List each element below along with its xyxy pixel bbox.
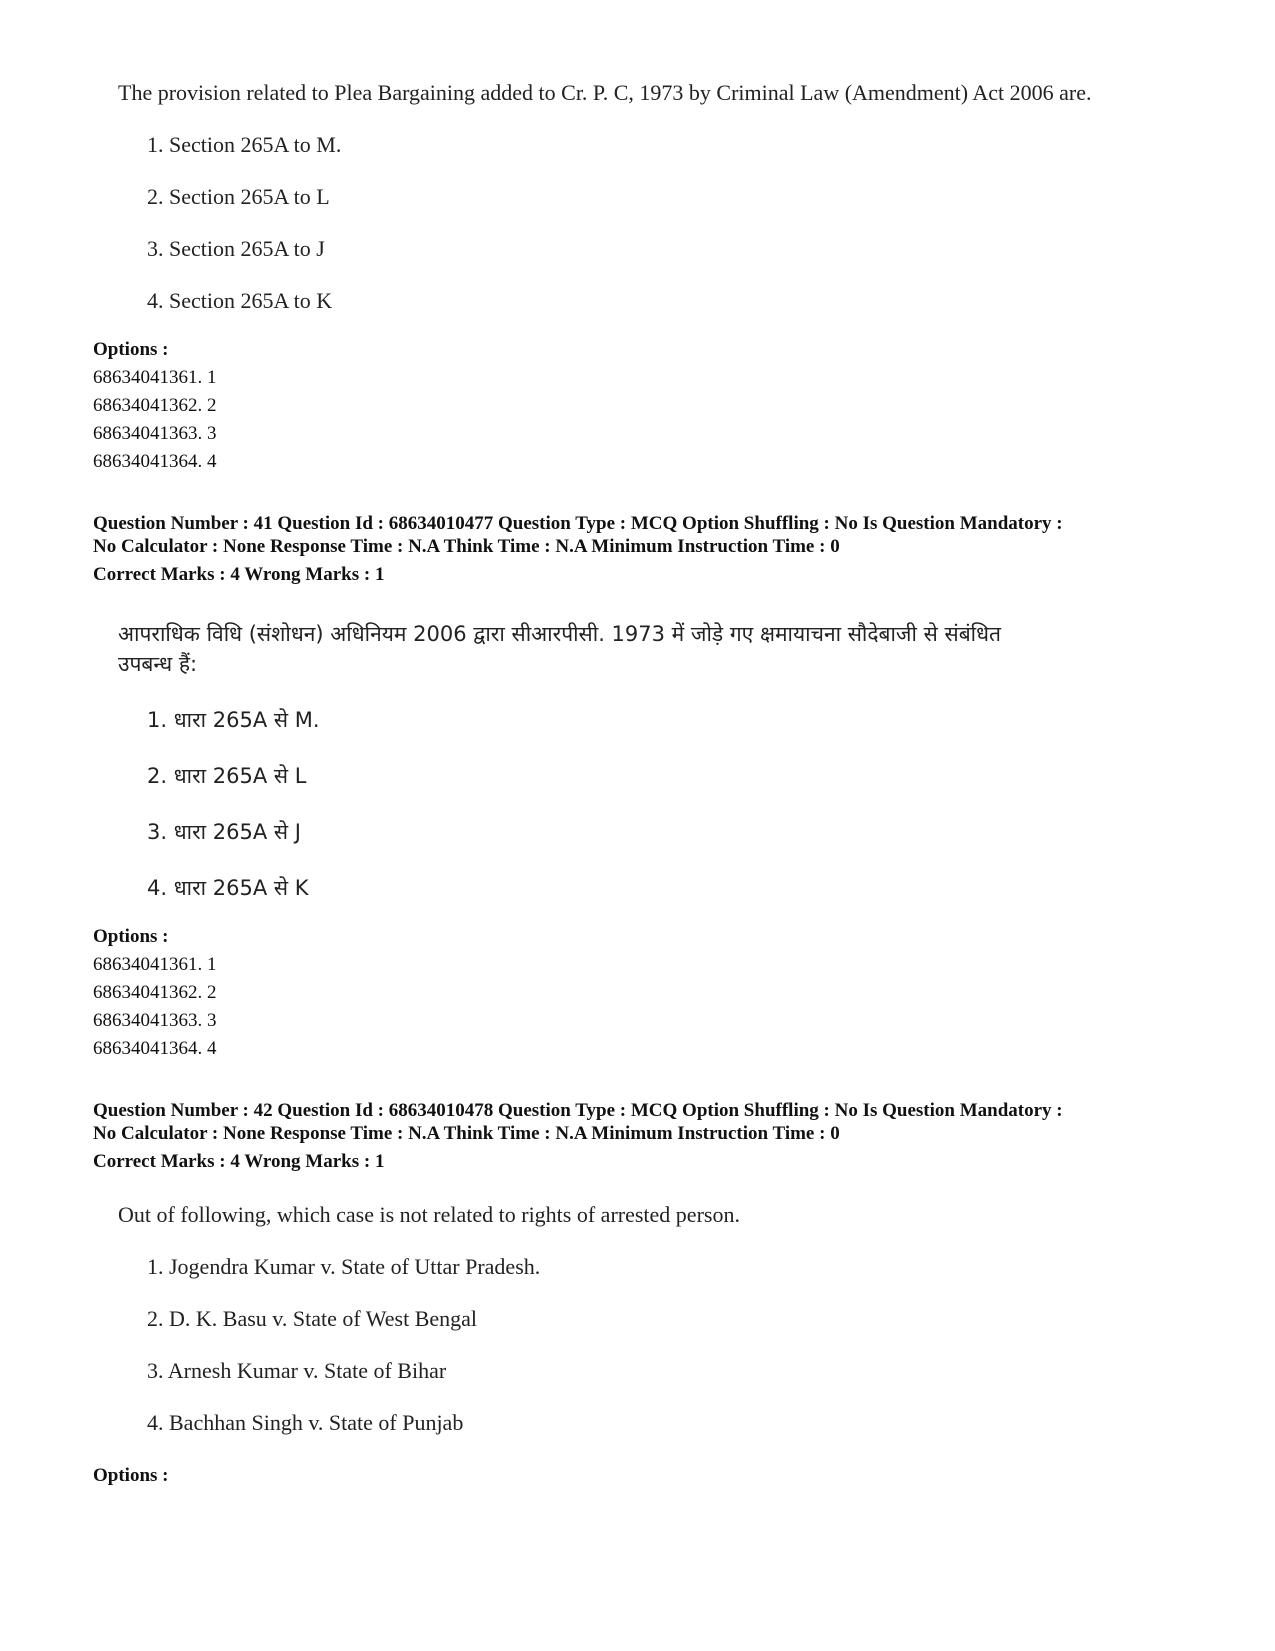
option-id-line: 68634041361. 1 <box>93 954 217 975</box>
question-stem: The provision related to Plea Bargaining added to Cr. P. C, 1973 by Criminal Law (Amendment) Act 2006 are. <box>118 80 1092 105</box>
answer-choice: 4. Bachhan Singh v. State of Punjab <box>147 1410 464 1435</box>
question-stem: आपराधिक विधि (संशोधन) अधिनियम 2006 द्वारा सीआरपीसी. 1973 में जोड़े गए क्षमायाचना सौदेबाजी से संबंधित <box>118 622 1002 646</box>
answer-choice: 4. Section 265A to K <box>147 288 333 313</box>
answer-choice: 1. Jogendra Kumar v. State of Uttar Pradesh. <box>147 1254 541 1279</box>
question-meta-line: No Calculator : None Response Time : N.A Think Time : N.A Minimum Instruction Time : 0 <box>93 1123 840 1144</box>
option-id-line: 68634041363. 3 <box>93 423 217 444</box>
question-meta-line: No Calculator : None Response Time : N.A Think Time : N.A Minimum Instruction Time : 0 <box>93 536 840 557</box>
question-marks: Correct Marks : 4 Wrong Marks : 1 <box>93 564 385 585</box>
question-stem: Out of following, which case is not related to rights of arrested person. <box>118 1202 740 1227</box>
answer-choice: 3. Section 265A to J <box>147 236 325 261</box>
question-meta-line: Question Number : 41 Question Id : 68634010477 Question Type : MCQ Option Shuffling : No Is Question Mandatory : <box>93 513 1063 534</box>
options-label: Options : <box>93 1465 169 1486</box>
answer-choice: 3. धारा 265A से J <box>147 820 301 844</box>
option-id-line: 68634041364. 4 <box>93 451 217 472</box>
answer-choice: 2. Section 265A to L <box>147 184 330 209</box>
option-id-line: 68634041362. 2 <box>93 395 217 416</box>
answer-choice: 2. D. K. Basu v. State of West Bengal <box>147 1306 478 1331</box>
option-id-line: 68634041361. 1 <box>93 367 217 388</box>
option-id-line: 68634041364. 4 <box>93 1038 217 1059</box>
question-marks: Correct Marks : 4 Wrong Marks : 1 <box>93 1151 385 1172</box>
question-meta-line: Question Number : 42 Question Id : 68634010478 Question Type : MCQ Option Shuffling : No Is Question Mandatory : <box>93 1100 1063 1121</box>
answer-choice: 4. धारा 265A से K <box>147 876 309 900</box>
answer-choice: 2. धारा 265A से L <box>147 764 307 788</box>
option-id-line: 68634041362. 2 <box>93 982 217 1003</box>
options-label: Options : <box>93 339 169 360</box>
answer-choice: 3. Arnesh Kumar v. State of Bihar <box>147 1358 447 1383</box>
question-stem: उपबन्ध हैं: <box>118 652 198 676</box>
answer-choice: 1. धारा 265A से M. <box>147 708 320 732</box>
answer-choice: 1. Section 265A to M. <box>147 132 342 157</box>
options-label: Options : <box>93 926 169 947</box>
option-id-line: 68634041363. 3 <box>93 1010 217 1031</box>
